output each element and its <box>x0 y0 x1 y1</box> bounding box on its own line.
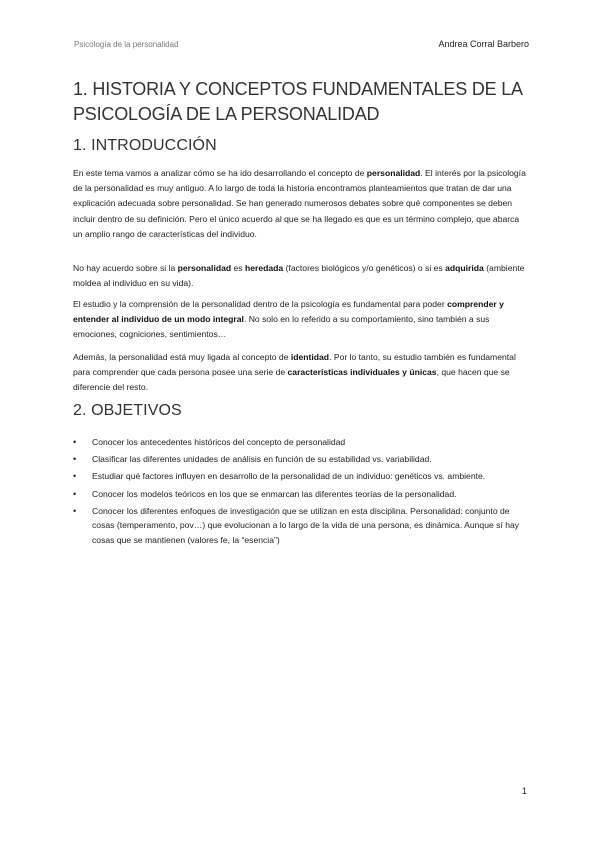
running-header-subject: Psicología de la personalidad <box>74 40 179 49</box>
intro-paragraph-1: En este tema vamos a analizar cómo se ha ido desarrollando el concepto de personalidad. El interés por la psicología de la personalidad es muy antiguo. A lo largo de toda la historia encontramos planteamientos que tratan de dar una explicación adecuada sobre personalidad. Se han generado numerosos debates sobre qué componentes se deben incluir dentro de su definición. Pero el único acuerdo al que se ha llegado es que es un término complejo, que abarca un amplio rango de características del individuo. <box>73 168 526 239</box>
section-heading-objectives: 2. OBJETIVOS <box>73 402 182 419</box>
intro-paragraph-3: El estudio y la comprensión de la personalidad dentro de la psicología es fundamental para poder comprender y entender al individuo de un modo integral. No solo en lo referido a su comportamiento, sino también a sus emociones, cogniciones, sentimientos… <box>73 299 504 340</box>
list-item: • Conocer los diferentes enfoques de investigación que se utilizan en esta disciplina. Personalidad: conjunto de cosas (temperamento, pov…) que evolucionan a lo largo de la vida de una persona, es dinámica. Aunque sí hay cosas que se mantienen (valores fe, la “esencia”) <box>73 505 520 545</box>
section-heading-introduction: 1. INTRODUCCIÓN <box>73 137 217 154</box>
bold-term: características individuales y únicas <box>287 367 437 378</box>
bullet-icon: • <box>73 437 77 447</box>
list-item: • Clasificar las diferentes unidades de análisis en función de su estabilidad vs. variabilidad. <box>73 452 531 467</box>
bold-term: heredada <box>244 263 284 273</box>
list-item: • Conocer los modelos teóricos en los que se enmarcan las diferentes teorías de la personalidad. <box>73 487 531 502</box>
intro-paragraph-4: Además, la personalidad está muy ligada al concepto de identidad. Por lo tanto, su estudio también es fundamental para comprender que cada persona posee una serie de características individuales y únicas, que hacen que se diferencie del resto. <box>73 352 516 393</box>
objectives-list <box>73 435 531 550</box>
chapter-title: 1. HISTORIA Y CONCEPTOS FUNDAMENTALES DE LA PSICOLOGÍA DE LA PERSONALIDAD <box>73 79 522 124</box>
bullet-icon: • <box>73 471 77 482</box>
list-item: • Estudiar qué factores influyen en desarrollo de la personalidad de un individuo: genéticos vs. ambiente. <box>73 469 531 484</box>
bullet-icon: • <box>73 454 77 465</box>
bullet-icon: • <box>73 488 77 499</box>
bold-term: personalidad <box>177 263 232 273</box>
bold-term: adquirida <box>445 263 484 273</box>
bullet-icon: • <box>73 505 77 516</box>
bold-term: personalidad <box>366 168 421 178</box>
intro-paragraph-2: No hay acuerdo sobre si la personalidad es heredada (factores biológicos y/o genéticos) o si es adquirida (ambiente moldea al individuo en su vida). <box>73 263 525 289</box>
list-item: • Conocer los antecedentes históricos del concepto de personalidad <box>73 435 531 450</box>
page-number: 1 <box>521 786 527 796</box>
bold-term: comprender y entender al individuo de un modo integral <box>73 299 504 325</box>
bold-term: identidad <box>290 352 330 362</box>
running-header-author: Andrea Corral Barbero <box>438 39 529 49</box>
